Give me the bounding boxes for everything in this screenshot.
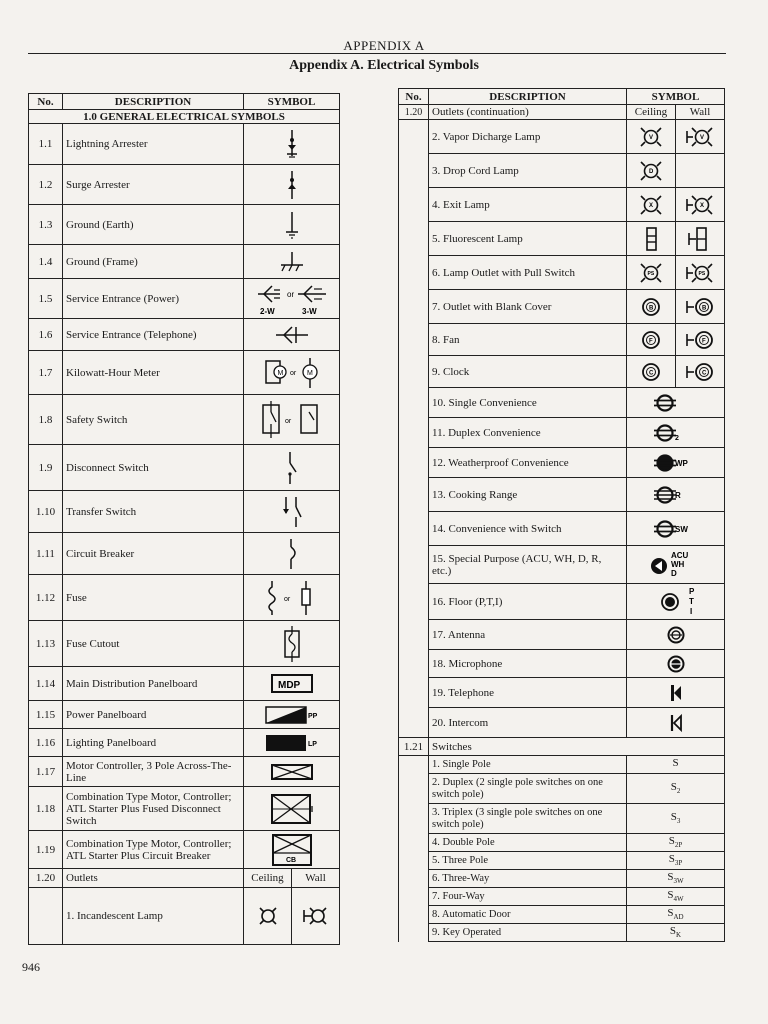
- row-description: 2. Vapor Dicharge Lamp: [429, 120, 627, 154]
- outlet-row: [399, 120, 725, 154]
- switch-symbol: $S_2$: [627, 774, 725, 804]
- row-number: 1.20: [399, 105, 429, 120]
- switch-row: [399, 906, 725, 924]
- transfer-switch-icon: [278, 495, 306, 529]
- row-number: 1.4: [29, 245, 63, 279]
- row-number: 1.12: [29, 575, 63, 621]
- antenna-icon: [664, 623, 688, 647]
- ceiling-header: Ceiling: [627, 105, 676, 120]
- running-head: APPENDIX A: [343, 38, 425, 53]
- row-number: 1.13: [29, 621, 63, 667]
- row-number: 1.17: [29, 757, 63, 787]
- svg-text:ACU: ACU: [670, 550, 688, 560]
- row-number: 1.16: [29, 729, 63, 757]
- outlet-with-blank-cover-icon: [640, 296, 662, 318]
- row-description: 5. Fluorescent Lamp: [429, 222, 627, 256]
- svg-text:V: V: [649, 134, 654, 141]
- row-description: 2. Duplex (2 single pole switches on one switch pole): [429, 774, 627, 804]
- header-symbol: SYMBOL: [627, 89, 725, 105]
- outlet-row: [399, 188, 725, 222]
- ground-earth-icon: [282, 210, 302, 240]
- row-description: 16. Floor (P,T,I): [429, 584, 627, 620]
- row-number: 1.2: [29, 165, 63, 205]
- disconnect-switch-icon: [282, 450, 302, 486]
- switch-row: [399, 756, 725, 774]
- row-description: 9. Key Operated: [429, 924, 627, 942]
- lamp-outlet-with-pull-switch-icon: [638, 261, 664, 285]
- svg-text:LP: LP: [307, 740, 317, 748]
- row-description: 8. Fan: [429, 324, 627, 356]
- duplex-convenience-icon: [649, 421, 703, 445]
- row-description: 3. Drop Cord Lamp: [429, 154, 627, 188]
- svg-text:X: X: [649, 202, 654, 209]
- row-description: 1. Incandescent Lamp: [63, 888, 244, 945]
- row-number: 1.6: [29, 319, 63, 351]
- drop-cord-lamp-icon: [638, 159, 664, 183]
- receptacle-row: [399, 388, 725, 418]
- lighting-panelboard-icon: [262, 732, 322, 754]
- receptacle-row: [399, 546, 725, 584]
- row-number: 1.9: [29, 445, 63, 491]
- svg-text:B: B: [649, 305, 654, 311]
- row-description: 3. Triplex (3 single pole switches on one switch pole): [429, 804, 627, 834]
- switch-row: [399, 852, 725, 870]
- row-description: Safety Switch: [63, 395, 244, 445]
- receptacle-row: [399, 708, 725, 738]
- row-description: 4. Exit Lamp: [429, 188, 627, 222]
- svg-text:WH: WH: [670, 559, 684, 569]
- safety-switch-icon: [257, 400, 327, 440]
- motor-controller-icon: [270, 762, 314, 782]
- row-description: Circuit Breaker: [63, 533, 244, 575]
- outlet-row: [399, 256, 725, 290]
- row-description: Service Entrance (Telephone): [63, 319, 244, 351]
- row-description: Combination Type Motor, Controller; ATL Starter Plus Circuit Breaker: [63, 831, 244, 869]
- row-description: 17. Antenna: [429, 620, 627, 650]
- row-number: 1.20: [29, 869, 63, 888]
- lightning-arrester-icon: [282, 128, 302, 160]
- weatherproof-convenience-icon: [649, 451, 703, 475]
- svg-text:F: F: [649, 338, 653, 344]
- clock-wall-icon: [685, 361, 715, 383]
- circuit-breaker-icon: [282, 537, 302, 571]
- outlet-row: [399, 356, 725, 388]
- row-number: 1.19: [29, 831, 63, 869]
- kilowatt-hour-meter-icon: [260, 356, 324, 390]
- svg-text:or: or: [286, 289, 294, 299]
- exit-lamp-icon: [638, 193, 664, 217]
- floor-outlet-icon: [646, 585, 706, 619]
- row-number: 1.3: [29, 205, 63, 245]
- fluorescent-lamp-icon: [644, 225, 658, 253]
- row-description: Main Distribution Panelboard: [63, 667, 244, 701]
- row-description: Ground (Frame): [63, 245, 244, 279]
- row-number: 1.18: [29, 787, 63, 831]
- header-symbol: SYMBOL: [244, 94, 340, 110]
- row-description: Outlets (continuation): [429, 105, 627, 120]
- cooking-range-icon: [649, 483, 703, 507]
- receptacle-row: [399, 650, 725, 678]
- svg-text:WP: WP: [674, 458, 688, 468]
- row-description: Lighting Panelboard: [63, 729, 244, 757]
- row-number: 1.5: [29, 279, 63, 319]
- row-description: 10. Single Convenience: [429, 388, 627, 418]
- switch-row: [399, 834, 725, 852]
- vapor-dicharge-lamp-wall-icon: [685, 125, 715, 149]
- outlet-row: [399, 290, 725, 324]
- row-number: 1.7: [29, 351, 63, 395]
- svg-text:M: M: [306, 369, 313, 377]
- svg-text:or: or: [289, 369, 296, 377]
- right-symbol-table: [398, 88, 725, 942]
- row-description: 7. Four-Way: [429, 888, 627, 906]
- row-number: 1.10: [29, 491, 63, 533]
- wall-header: Wall: [676, 105, 725, 120]
- switch-symbol: $S_{4W}$: [627, 888, 725, 906]
- svg-text:D: D: [670, 568, 677, 578]
- row-description: Service Entrance (Power): [63, 279, 244, 319]
- row-number: 1.21: [399, 738, 429, 756]
- left-symbol-table: [28, 93, 340, 945]
- switch-row: [399, 870, 725, 888]
- row-description: 18. Microphone: [429, 650, 627, 678]
- switch-row: [399, 804, 725, 834]
- row-description: 4. Double Pole: [429, 834, 627, 852]
- row-description: Disconnect Switch: [63, 445, 244, 491]
- telephone-icon: [666, 682, 686, 704]
- row-description: 20. Intercom: [429, 708, 627, 738]
- row-description: 6. Three-Way: [429, 870, 627, 888]
- lamp-outlet-with-pull-switch-wall-icon: [685, 261, 715, 285]
- row-number: 1.11: [29, 533, 63, 575]
- svg-text:I: I: [689, 606, 692, 616]
- svg-text:PS: PS: [698, 270, 706, 277]
- svg-text:MDP: MDP: [277, 679, 300, 691]
- row-description: Lightning Arrester: [63, 124, 244, 165]
- svg-text:PS: PS: [647, 270, 655, 277]
- svg-text:B: B: [702, 305, 707, 311]
- svg-text:P: P: [688, 586, 694, 596]
- svg-text:or: or: [283, 595, 290, 603]
- outlet-row: [399, 222, 725, 256]
- fan-icon: [640, 329, 662, 351]
- svg-text:M: M: [277, 369, 283, 377]
- single-convenience-icon: [649, 391, 703, 415]
- row-description: 12. Weatherproof Convenience: [429, 448, 627, 478]
- switch-symbol: $S_{2P}$: [627, 834, 725, 852]
- switch-symbol: $S_{3P}$: [627, 852, 725, 870]
- page-number: 946: [22, 960, 40, 974]
- ceiling-header: Ceiling: [244, 869, 292, 887]
- row-description: Combination Type Motor, Controller; ATL Starter Plus Fused Disconnect Switch: [63, 787, 244, 831]
- row-description: 14. Convenience with Switch: [429, 512, 627, 546]
- exit-lamp-wall-icon: [685, 193, 715, 217]
- switch-row: [399, 924, 725, 942]
- switch-symbol: $S_{3W}$: [627, 870, 725, 888]
- svg-text:C: C: [702, 370, 707, 376]
- convenience-switch-icon: [649, 517, 703, 541]
- fuse-icon: [262, 579, 322, 617]
- header-no: No.: [29, 94, 63, 110]
- fuse-cutout-icon: [280, 625, 304, 663]
- row-description: Fuse Cutout: [63, 621, 244, 667]
- page-title: Appendix A. Electrical Symbols: [289, 58, 479, 73]
- svg-text:F: F: [702, 338, 706, 344]
- intercom-icon: [666, 712, 686, 734]
- switch-row: [399, 774, 725, 804]
- row-description: Ground (Earth): [63, 205, 244, 245]
- row-description: Kilowatt-Hour Meter: [63, 351, 244, 395]
- fan-wall-icon: [685, 329, 715, 351]
- row-description: 9. Clock: [429, 356, 627, 388]
- main-distribution-panelboard-icon: [270, 673, 314, 695]
- combination-motor-breaker-icon: [269, 833, 315, 867]
- service-entrance-telephone-icon: [272, 323, 312, 347]
- svg-text:or: or: [284, 417, 291, 425]
- header-description: DESCRIPTION: [63, 94, 244, 110]
- row-description: 15. Special Purpose (ACU, WH, D, R, etc.): [429, 546, 627, 584]
- outlet-with-blank-cover-wall-icon: [685, 296, 715, 318]
- row-description: 13. Cooking Range: [429, 478, 627, 512]
- power-panelboard-icon: [262, 704, 322, 726]
- svg-text:2: 2: [674, 434, 679, 442]
- service-entrance-power-icon: [254, 282, 330, 316]
- svg-text:R: R: [674, 490, 681, 500]
- svg-text:CB: CB: [285, 856, 296, 864]
- switch-symbol: $S_K$: [627, 924, 725, 942]
- svg-text:2-W: 2-W: [259, 306, 275, 316]
- row-number: 1.15: [29, 701, 63, 729]
- row-description: 19. Telephone: [429, 678, 627, 708]
- outlet-row: [399, 324, 725, 356]
- vapor-dicharge-lamp-icon: [638, 125, 664, 149]
- row-description: Surge Arrester: [63, 165, 244, 205]
- receptacle-row: [399, 478, 725, 512]
- special-purpose-icon: [641, 548, 711, 582]
- svg-text:C: C: [649, 370, 654, 376]
- receptacle-row: [399, 512, 725, 546]
- row-description: 6. Lamp Outlet with Pull Switch: [429, 256, 627, 290]
- row-description: 1. Single Pole: [429, 756, 627, 774]
- row-description: Transfer Switch: [63, 491, 244, 533]
- row-description: Switches: [429, 738, 725, 756]
- row-description: 7. Outlet with Blank Cover: [429, 290, 627, 324]
- row-number: 1.1: [29, 124, 63, 165]
- svg-text:SW: SW: [674, 524, 688, 534]
- combination-motor-fused-icon: [268, 792, 316, 826]
- surge-arrester-icon: [282, 169, 302, 201]
- svg-text:X: X: [700, 202, 705, 209]
- header-no: No.: [399, 89, 429, 105]
- microphone-icon: [664, 652, 688, 676]
- svg-text:T: T: [688, 596, 694, 606]
- svg-text:3-W: 3-W: [301, 306, 317, 316]
- row-number: 1.14: [29, 667, 63, 701]
- svg-text:V: V: [700, 134, 705, 141]
- clock-icon: [640, 361, 662, 383]
- switch-symbol: S: [627, 756, 725, 774]
- row-description: 8. Automatic Door: [429, 906, 627, 924]
- header-rule: [28, 53, 726, 54]
- row-description: Outlets: [63, 869, 244, 888]
- row-number: 1.8: [29, 395, 63, 445]
- ground-frame-icon: [277, 250, 307, 274]
- row-description: 5. Three Pole: [429, 852, 627, 870]
- row-description: Power Panelboard: [63, 701, 244, 729]
- receptacle-row: [399, 448, 725, 478]
- wall-header: Wall: [305, 872, 326, 884]
- fluorescent-lamp-wall-icon: [687, 225, 713, 253]
- switch-row: [399, 888, 725, 906]
- row-description: 11. Duplex Convenience: [429, 418, 627, 448]
- incandescent-lamp-wall-icon: [302, 904, 330, 928]
- receptacle-row: [399, 584, 725, 620]
- incandescent-lamp-icon: [256, 904, 280, 928]
- switch-symbol: $S_3$: [627, 804, 725, 834]
- switch-symbol: $S_{AD}$: [627, 906, 725, 924]
- receptacle-row: [399, 418, 725, 448]
- outlet-row: [399, 154, 725, 188]
- svg-text:D: D: [649, 168, 654, 175]
- row-description: Fuse: [63, 575, 244, 621]
- header-description: DESCRIPTION: [429, 89, 627, 105]
- section-general: 1.0 GENERAL ELECTRICAL SYMBOLS: [29, 110, 340, 124]
- row-description: Motor Controller, 3 Pole Across-The-Line: [63, 757, 244, 787]
- svg-text:PP: PP: [307, 712, 317, 720]
- receptacle-row: [399, 620, 725, 650]
- receptacle-row: [399, 678, 725, 708]
